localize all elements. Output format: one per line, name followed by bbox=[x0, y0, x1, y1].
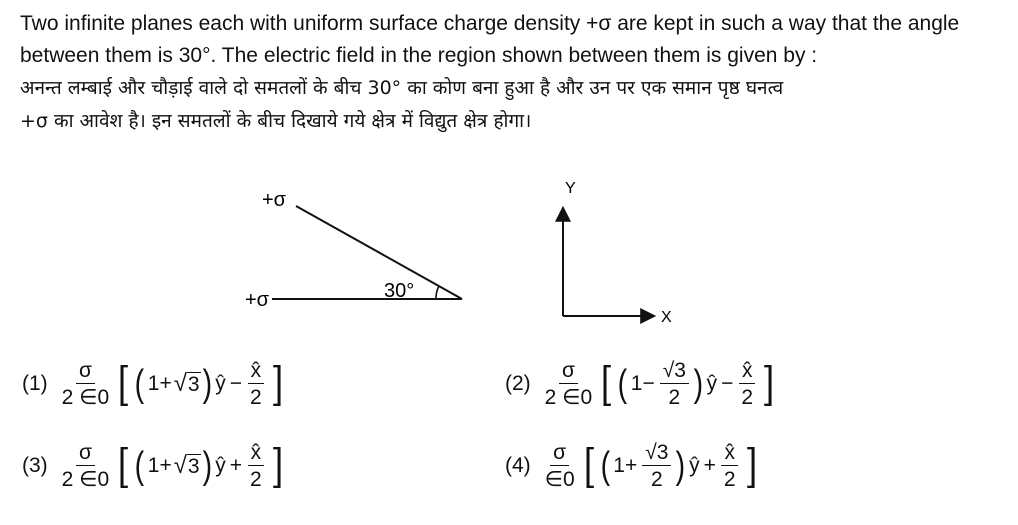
x-term-fraction: $\frac{x̂}{2}$ bbox=[738, 360, 756, 408]
coefficient-fraction: $\frac{\sigma}{2 \in 0}$ bbox=[61, 359, 110, 409]
question-line-en-2: between them is 30°. The electric field in the region shown between them is given by : bbox=[20, 44, 818, 67]
option-number: (4) bbox=[505, 454, 531, 477]
right-paren: ) bbox=[202, 445, 212, 487]
x-term-fraction: $\frac{x̂}{2}$ bbox=[721, 442, 739, 490]
sqrt-term: √ 3 bbox=[173, 369, 200, 397]
right-bracket: ] bbox=[761, 357, 775, 411]
left-bracket: [ bbox=[117, 357, 131, 411]
question-line-hi-1: अनन्त लम्बाई और चौड़ाई वाले दो समतलों के बीच 30° का कोण बना हुआ है और उन पर एक समान पृष्ठ घनत्व bbox=[20, 77, 784, 99]
option-4[interactable]: (4) $\frac{\sigma}{\in 0}$ [ ( 1+ $\frac{√3}{2}$ ) ŷ + $\frac{x̂}{2}$ ] bbox=[505, 439, 757, 493]
left-bracket: [ bbox=[600, 357, 614, 411]
left-paren: ( bbox=[134, 363, 145, 405]
angle-arc bbox=[436, 286, 439, 299]
option-number: (3) bbox=[22, 454, 48, 477]
left-bracket: [ bbox=[583, 439, 596, 493]
upper-plane-label: +σ bbox=[262, 189, 287, 211]
option-1[interactable]: (1) $\frac{\sigma}{2 \in 0}$ [ ( 1+ √ 3 ) ŷ − $\frac{x̂}{2}$ ] bbox=[22, 357, 283, 411]
axis-y-label: Y bbox=[565, 180, 576, 197]
lower-plane-label: +σ bbox=[245, 289, 270, 311]
question-line-hi-2: +σ का आवेश है। इन समतलों के बीच दिखाये गये क्षेत्र में विद्युत क्षेत्र होगा। bbox=[20, 110, 532, 132]
right-bracket: ] bbox=[270, 357, 283, 411]
question-line-en-1: Two infinite planes each with uniform surface charge density +σ are kept in such a way that the angle bbox=[20, 12, 960, 35]
option-number: (1) bbox=[22, 372, 48, 395]
x-term-fraction: $\frac{x̂}{2}$ bbox=[247, 360, 265, 408]
left-paren: ( bbox=[600, 445, 610, 487]
sqrt-term: √ 3 bbox=[173, 451, 200, 479]
option-number: (2) bbox=[505, 372, 531, 395]
sqrt3-over-2-fraction: $\frac{√3}{2}$ bbox=[642, 442, 671, 490]
left-paren: ( bbox=[134, 445, 145, 487]
option-2[interactable]: (2) $\frac{\sigma}{2 \in 0}$ [ ( 1− $\frac{√3}{2}$ ) ŷ − $\frac{x̂}{2}$ ] bbox=[505, 357, 775, 411]
axis-x-label: X bbox=[661, 309, 672, 326]
left-paren: ( bbox=[617, 363, 628, 405]
right-paren: ) bbox=[676, 445, 686, 487]
left-bracket: [ bbox=[117, 439, 131, 493]
right-bracket: ] bbox=[744, 439, 757, 493]
right-paren: ) bbox=[202, 363, 212, 405]
upper-plane-line bbox=[296, 206, 462, 299]
coefficient-fraction: $\frac{\sigma}{2 \in 0}$ bbox=[544, 359, 593, 409]
right-bracket: ] bbox=[270, 439, 283, 493]
coefficient-fraction: $\frac{\sigma}{2 \in 0}$ bbox=[61, 441, 110, 491]
angle-label: 30° bbox=[384, 280, 415, 302]
right-paren: ) bbox=[693, 363, 704, 405]
x-term-fraction: $\frac{x̂}{2}$ bbox=[247, 442, 265, 490]
coefficient-fraction: $\frac{\sigma}{\in 0}$ bbox=[544, 441, 575, 491]
option-3[interactable]: (3) $\frac{\sigma}{2 \in 0}$ [ ( 1+ √ 3 ) ŷ + $\frac{x̂}{2}$ ] bbox=[22, 439, 283, 493]
sqrt3-over-2-fraction: $\frac{√3}{2}$ bbox=[660, 360, 689, 408]
